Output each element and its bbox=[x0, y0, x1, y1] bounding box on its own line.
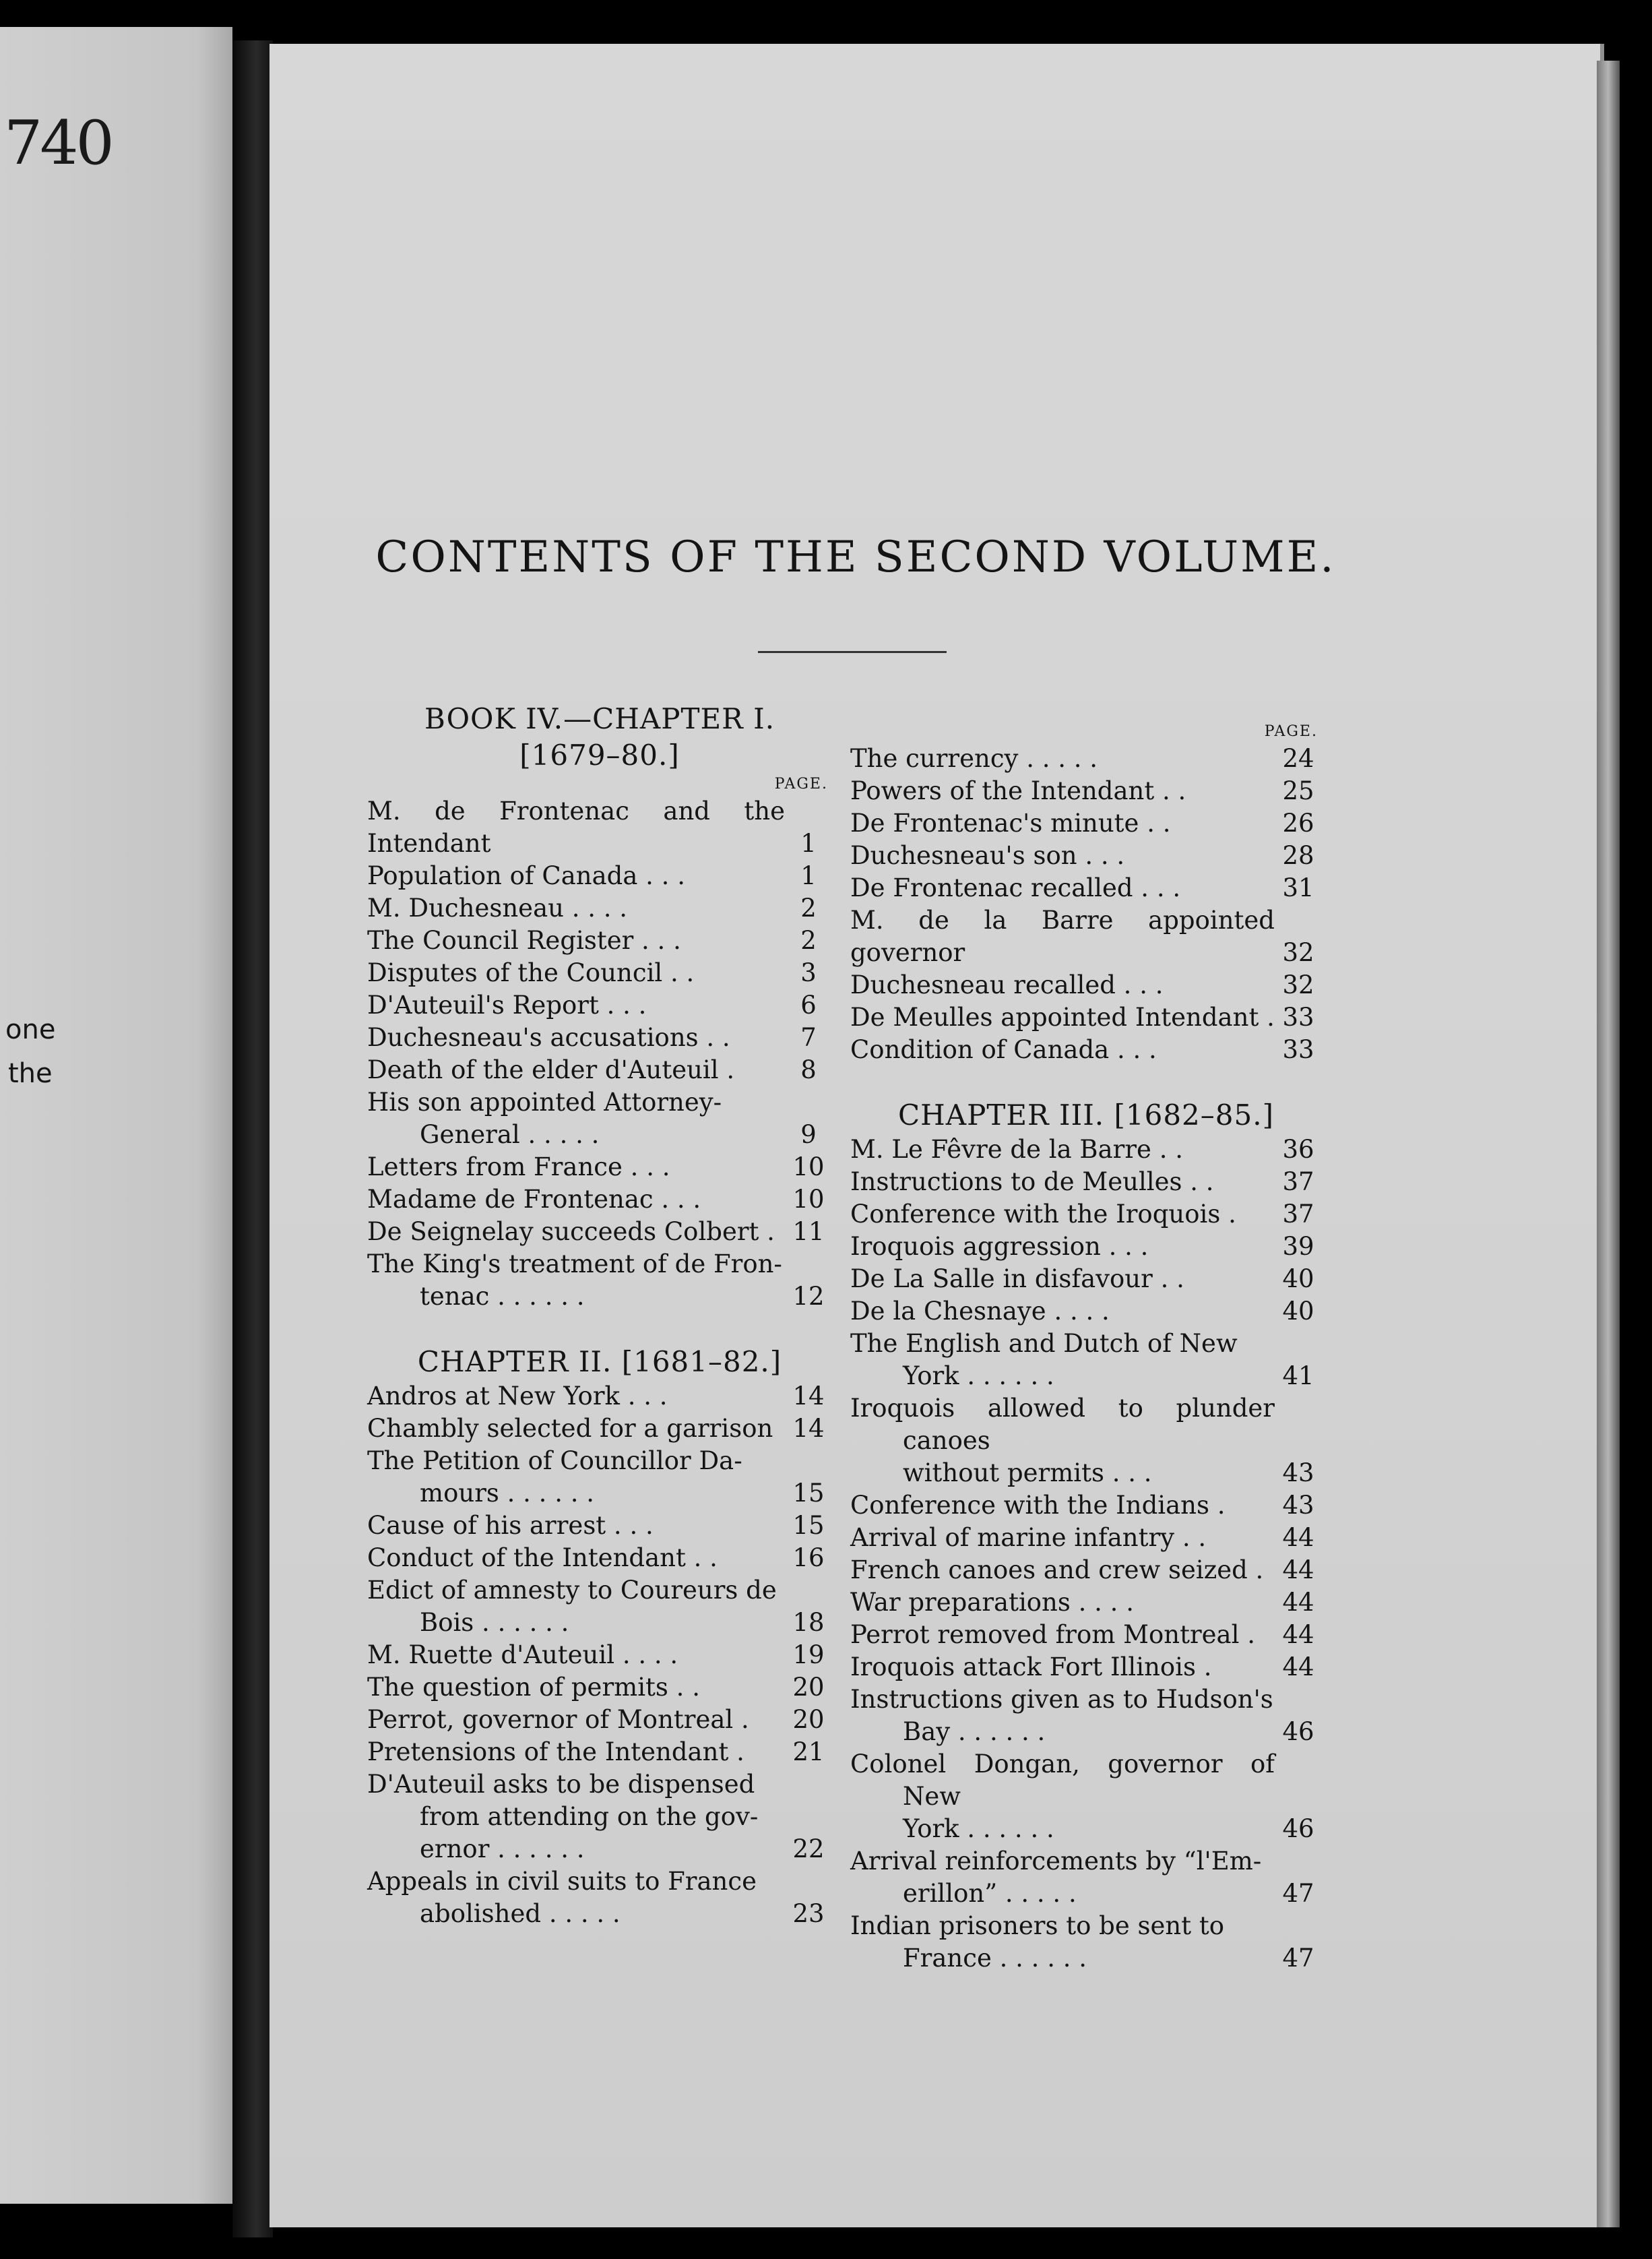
toc-entry-title: Edict of amnesty to Coureurs de Bois . . . . . . bbox=[367, 1576, 777, 1637]
toc-entry-title: M. Le Fêvre de la Barre . . bbox=[850, 1135, 1183, 1164]
toc-entry-page: 26 bbox=[1282, 809, 1314, 838]
toc-entry-title: Letters from France . . . bbox=[367, 1152, 670, 1181]
toc-entry-title: Pretensions of the Intendant . bbox=[367, 1737, 744, 1766]
toc-entry bbox=[367, 892, 832, 925]
toc-entry bbox=[850, 1295, 1322, 1328]
toc-entry-page: 37 bbox=[1282, 1200, 1314, 1229]
toc-entry bbox=[367, 1704, 832, 1736]
toc-entry-title: Indian prisoners to be sent to France . . . . . . bbox=[850, 1911, 1224, 1973]
toc-entry-page: 44 bbox=[1282, 1652, 1314, 1681]
toc-entry-title: Appeals in civil suits to France abolished . . . . . bbox=[367, 1867, 757, 1928]
toc-entry-title: Powers of the Intendant . . bbox=[850, 776, 1186, 805]
previous-page-number: 740 bbox=[4, 108, 112, 179]
toc-entry-page: 37 bbox=[1282, 1167, 1314, 1196]
previous-page-text: the bbox=[8, 1058, 53, 1089]
toc-entry bbox=[850, 1034, 1322, 1066]
toc-entry-title: M. de la Barre appointed governor bbox=[850, 906, 1275, 967]
toc-entry bbox=[367, 1413, 832, 1445]
toc-entry bbox=[367, 795, 832, 860]
toc-entry-page: 3 bbox=[800, 958, 817, 987]
toc-entry bbox=[850, 1231, 1322, 1263]
chapter-heading: CHAPTER II. [1681–82.] bbox=[417, 1345, 782, 1378]
toc-entry-page: 36 bbox=[1282, 1135, 1314, 1164]
toc-entry-title: De La Salle in disfavour . . bbox=[850, 1264, 1184, 1293]
toc-entry bbox=[367, 989, 832, 1022]
toc-entry-title: Death of the elder d'Auteuil . bbox=[367, 1055, 735, 1084]
left-column bbox=[367, 701, 832, 1930]
toc-entry-page: 24 bbox=[1282, 744, 1314, 773]
toc-entry-page: 33 bbox=[1282, 1035, 1314, 1064]
toc-entry bbox=[367, 1865, 832, 1930]
toc-entry-title: Duchesneau recalled . . . bbox=[850, 970, 1164, 999]
toc-entry-page: 40 bbox=[1282, 1264, 1314, 1293]
toc-entry-title: M. Ruette d'Auteuil . . . . bbox=[367, 1640, 678, 1669]
toc-entry-title: Conduct of the Intendant . . bbox=[367, 1543, 718, 1572]
toc-entry-page: 44 bbox=[1282, 1555, 1314, 1584]
toc-entry bbox=[850, 1489, 1322, 1522]
toc-entry-title: De Seignelay succeeds Colbert . bbox=[367, 1217, 775, 1246]
page-column-label: PAGE. bbox=[1264, 723, 1318, 740]
toc-entry bbox=[367, 1183, 832, 1216]
toc-entry-title: The currency . . . . . bbox=[850, 744, 1098, 773]
toc-entry-title: Conference with the Indians . bbox=[850, 1491, 1226, 1520]
toc-entry-title: Iroquois allowed to plunder canoes without permits . . . bbox=[850, 1394, 1275, 1487]
toc-entry bbox=[367, 1639, 832, 1671]
toc-entry-page: 9 bbox=[800, 1120, 817, 1149]
toc-entry bbox=[367, 1542, 832, 1574]
toc-entry bbox=[850, 1392, 1322, 1489]
toc-entry-page: 41 bbox=[1282, 1361, 1314, 1390]
toc-entry bbox=[367, 860, 832, 892]
toc-entry bbox=[850, 743, 1322, 775]
toc-entry-title: Cause of his arrest . . . bbox=[367, 1511, 654, 1540]
toc-entry-page: 40 bbox=[1282, 1297, 1314, 1326]
toc-entry bbox=[367, 1022, 832, 1054]
toc-entry-title: De la Chesnaye . . . . bbox=[850, 1297, 1110, 1326]
page-column-label: PAGE. bbox=[774, 776, 828, 793]
toc-entry bbox=[367, 925, 832, 957]
toc-entry bbox=[850, 1522, 1322, 1554]
toc-entry-page: 1 bbox=[800, 861, 817, 890]
book-spine bbox=[232, 40, 273, 2237]
toc-entry bbox=[850, 775, 1322, 807]
toc-entry-title: His son appointed Attorney- General . . . . . bbox=[367, 1088, 722, 1149]
toc-entry bbox=[850, 1001, 1322, 1034]
toc-entry-page: 22 bbox=[792, 1834, 825, 1863]
toc-entry-page: 44 bbox=[1282, 1620, 1314, 1649]
toc-entry-title: Instructions given as to Hudson's Bay . . . . . . bbox=[850, 1685, 1273, 1746]
toc-entry-title: Duchesneau's accusations . . bbox=[367, 1023, 730, 1052]
toc-entry-title: De Frontenac recalled . . . bbox=[850, 873, 1181, 902]
toc-entry bbox=[850, 807, 1322, 840]
toc-entry bbox=[367, 1510, 832, 1542]
toc-entry-title: Duchesneau's son . . . bbox=[850, 841, 1125, 870]
toc-entry-page: 7 bbox=[800, 1023, 817, 1052]
previous-page-text: one bbox=[5, 1014, 56, 1045]
toc-entry bbox=[850, 1910, 1322, 1975]
chapter-3-entries bbox=[850, 1134, 1322, 1975]
toc-entry-page: 44 bbox=[1282, 1588, 1314, 1617]
toc-entry-page: 10 bbox=[792, 1185, 825, 1214]
previous-page bbox=[0, 27, 232, 2204]
toc-entry-title: Population of Canada . . . bbox=[367, 861, 685, 890]
toc-entry bbox=[367, 1445, 832, 1510]
toc-entry bbox=[850, 872, 1322, 904]
toc-entry-title: M. Duchesneau . . . . bbox=[367, 894, 628, 923]
toc-entry-page: 2 bbox=[800, 926, 817, 955]
toc-entry bbox=[850, 1748, 1322, 1845]
toc-entry-page: 16 bbox=[792, 1543, 825, 1572]
toc-entry-page: 46 bbox=[1282, 1717, 1314, 1746]
toc-entry bbox=[367, 1086, 832, 1151]
toc-entry-page: 28 bbox=[1282, 841, 1314, 870]
toc-entry-page: 31 bbox=[1282, 873, 1314, 902]
toc-entry-title: De Meulles appointed Intendant . bbox=[850, 1003, 1275, 1032]
toc-entry-title: D'Auteuil asks to be dispensed from attending on the gov- ernor . . . . . . bbox=[367, 1770, 759, 1863]
toc-entry-title: M. de Frontenac and the Intendant bbox=[367, 797, 785, 858]
toc-entry bbox=[850, 904, 1322, 969]
toc-entry bbox=[850, 1198, 1322, 1231]
toc-entry-title: Conference with the Iroquois . bbox=[850, 1200, 1236, 1229]
toc-entry-title: Madame de Frontenac . . . bbox=[367, 1185, 701, 1214]
toc-entry-title: The English and Dutch of New York . . . . . . bbox=[850, 1329, 1238, 1390]
toc-entry-page: 43 bbox=[1282, 1491, 1314, 1520]
chapter-2-entries bbox=[367, 1380, 832, 1930]
page-title: CONTENTS OF THE SECOND VOLUME. bbox=[375, 532, 1336, 582]
toc-entry-page: 18 bbox=[792, 1608, 825, 1637]
toc-entry bbox=[850, 1619, 1322, 1651]
toc-entry-title: Perrot, governor of Montreal . bbox=[367, 1705, 749, 1734]
toc-entry-page: 47 bbox=[1282, 1879, 1314, 1908]
toc-entry-title: Arrival reinforcements by “l'Em- erillon” . . . . . bbox=[850, 1847, 1262, 1908]
toc-entry-page: 44 bbox=[1282, 1523, 1314, 1552]
chapter-years: [1679–80.] bbox=[519, 739, 680, 772]
toc-entry bbox=[367, 1054, 832, 1086]
right-column bbox=[850, 721, 1322, 1975]
toc-entry-title: Instructions to de Meulles . . bbox=[850, 1167, 1214, 1196]
toc-entry-page: 11 bbox=[792, 1217, 825, 1246]
toc-entry-title: The question of permits . . bbox=[367, 1673, 700, 1702]
toc-entry-page: 10 bbox=[792, 1152, 825, 1181]
toc-entry-page: 14 bbox=[792, 1414, 825, 1443]
toc-entry-page: 20 bbox=[792, 1705, 825, 1734]
toc-entry-page: 25 bbox=[1282, 776, 1314, 805]
toc-entry-page: 15 bbox=[792, 1511, 825, 1540]
toc-entry-title: Colonel Dongan, governor of New York . . . . . . bbox=[850, 1750, 1275, 1843]
chapter-1-entries bbox=[367, 795, 832, 1313]
toc-entry bbox=[367, 957, 832, 989]
chapter-1-continued-entries bbox=[850, 743, 1322, 1066]
toc-entry-title: Arrival of marine infantry . . bbox=[850, 1523, 1207, 1552]
toc-entry-title: French canoes and crew seized . bbox=[850, 1555, 1264, 1584]
toc-entry bbox=[850, 1683, 1322, 1748]
toc-entry-title: De Frontenac's minute . . bbox=[850, 809, 1171, 838]
toc-entry-page: 12 bbox=[792, 1282, 825, 1311]
toc-entry bbox=[367, 1216, 832, 1248]
toc-entry-title: The Petition of Councillor Da- mours . . . . . . bbox=[367, 1446, 742, 1508]
toc-entry-page: 19 bbox=[792, 1640, 825, 1669]
toc-entry-page: 39 bbox=[1282, 1232, 1314, 1261]
toc-entry bbox=[850, 1134, 1322, 1166]
toc-entry-page: 32 bbox=[1282, 938, 1314, 967]
toc-entry-page: 21 bbox=[792, 1737, 825, 1766]
toc-entry bbox=[850, 840, 1322, 872]
toc-entry-page: 8 bbox=[800, 1055, 817, 1084]
toc-entry-page: 1 bbox=[800, 829, 817, 858]
toc-entry-page: 20 bbox=[792, 1673, 825, 1702]
toc-entry-title: Iroquois aggression . . . bbox=[850, 1232, 1149, 1261]
toc-entry-title: Andros at New York . . . bbox=[367, 1382, 668, 1411]
toc-entry bbox=[850, 969, 1322, 1001]
toc-entry-title: D'Auteuil's Report . . . bbox=[367, 991, 647, 1020]
toc-entry-title: The Council Register . . . bbox=[367, 926, 681, 955]
toc-entry-page: 46 bbox=[1282, 1814, 1314, 1843]
title-rule bbox=[758, 651, 947, 653]
toc-entry-page: 47 bbox=[1282, 1944, 1314, 1973]
toc-entry bbox=[367, 1248, 832, 1313]
toc-entry-page: 15 bbox=[792, 1479, 825, 1508]
toc-entry bbox=[367, 1574, 832, 1639]
chapter-heading: CHAPTER III. [1682–85.] bbox=[898, 1098, 1274, 1132]
toc-entry bbox=[850, 1166, 1322, 1198]
toc-entry bbox=[850, 1328, 1322, 1392]
toc-entry-title: Iroquois attack Fort Illinois . bbox=[850, 1652, 1212, 1681]
toc-entry-page: 32 bbox=[1282, 970, 1314, 999]
toc-entry bbox=[850, 1845, 1322, 1910]
toc-entry bbox=[367, 1380, 832, 1413]
toc-entry bbox=[850, 1554, 1322, 1586]
toc-entry-title: The King's treatment of de Fron- tenac . . . . . . bbox=[367, 1249, 782, 1311]
toc-entry-title: Perrot removed from Montreal . bbox=[850, 1620, 1255, 1649]
toc-entry bbox=[367, 1671, 832, 1704]
toc-entry bbox=[367, 1151, 832, 1183]
toc-entry-title: War preparations . . . . bbox=[850, 1588, 1134, 1617]
toc-entry bbox=[850, 1651, 1322, 1683]
toc-entry-title: Condition of Canada . . . bbox=[850, 1035, 1157, 1064]
toc-entry-page: 23 bbox=[792, 1899, 825, 1928]
toc-entry-page: 14 bbox=[792, 1382, 825, 1411]
toc-entry bbox=[367, 1768, 832, 1865]
toc-entry-title: Chambly selected for a garrison bbox=[367, 1414, 773, 1443]
book-heading: BOOK IV.—CHAPTER I. bbox=[424, 702, 775, 735]
toc-entry bbox=[367, 1736, 832, 1768]
toc-entry-page: 43 bbox=[1282, 1458, 1314, 1487]
toc-entry bbox=[850, 1263, 1322, 1295]
toc-entry-page: 2 bbox=[800, 894, 817, 923]
toc-entry-page: 33 bbox=[1282, 1003, 1314, 1032]
toc-entry-title: Disputes of the Council . . bbox=[367, 958, 695, 987]
toc-entry bbox=[850, 1586, 1322, 1619]
toc-entry-page: 6 bbox=[800, 991, 817, 1020]
page-edge bbox=[1597, 61, 1620, 2227]
